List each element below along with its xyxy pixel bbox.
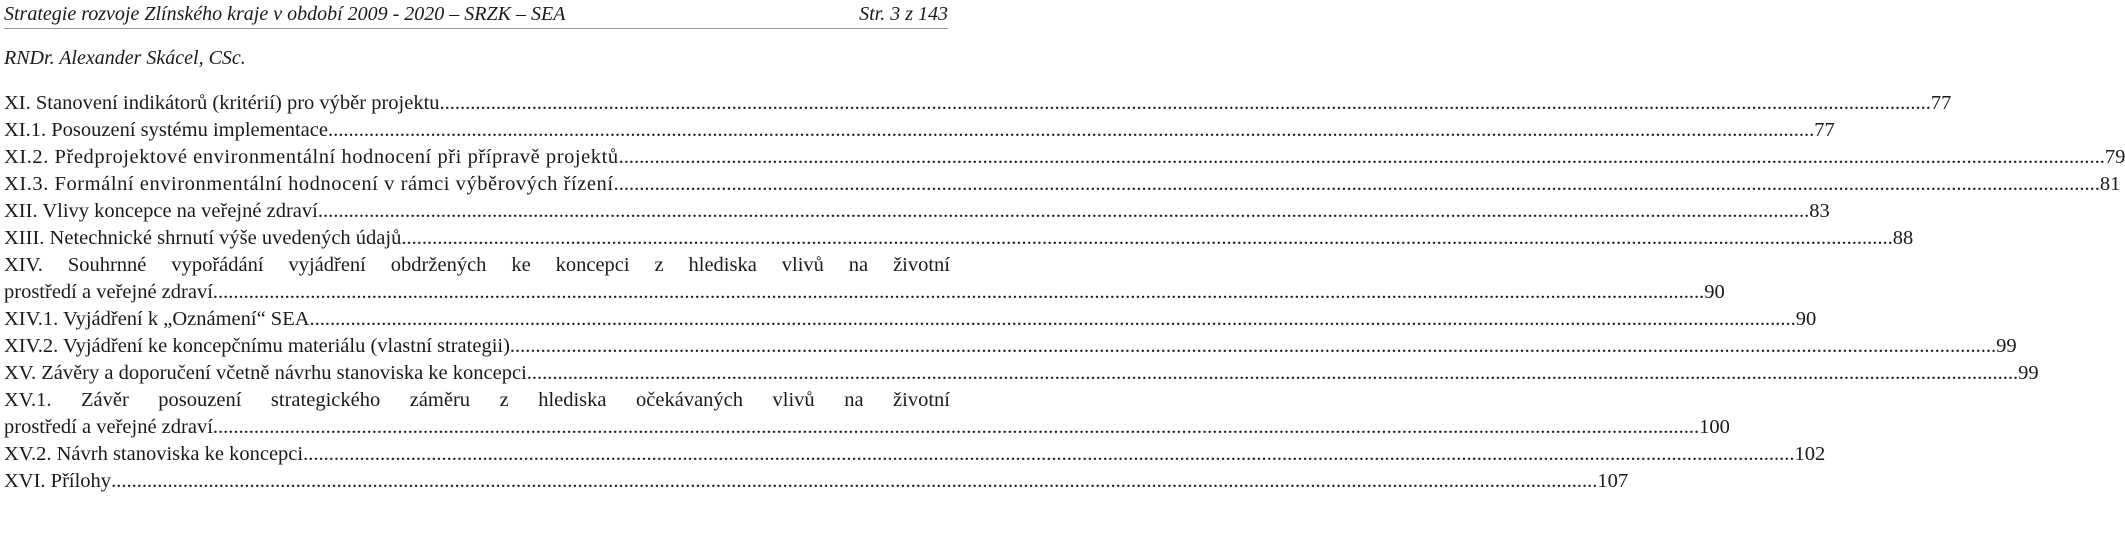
document-title: Strategie rozvoje Zlínského kraje v období 2009 - 2020 – SRZK – SEA bbox=[4, 3, 566, 25]
toc-page-number: 77 bbox=[1930, 92, 1952, 114]
dot-leader bbox=[532, 360, 2018, 387]
toc-entry-title: XVI. Přílohy bbox=[4, 470, 112, 492]
toc-entry-title-line[interactable]: XV.1. Závěr posouzení strategického záměru z hlediska očekávaných vlivů na životní bbox=[4, 389, 950, 411]
toc-entry-title: XV.2. Návrh stanoviska ke koncepci. bbox=[4, 443, 309, 465]
dot-leader bbox=[308, 441, 1794, 468]
dot-leader bbox=[614, 171, 2100, 198]
toc-page-number: 88 bbox=[1892, 227, 1914, 249]
toc-page-number: 102 bbox=[1794, 443, 1826, 465]
toc-page-number: 77 bbox=[1814, 119, 1835, 141]
running-header bbox=[4, 2, 948, 26]
toc-entry-title: XI.3. Formální environmentální hodnocení v rámci výběrových řízení bbox=[4, 173, 614, 195]
toc-entry-title: XV. Závěry a doporučení včetně návrhu stanoviska ke koncepci. bbox=[4, 362, 532, 384]
page-label: Str. 3 z 143 bbox=[859, 3, 948, 25]
toc-page-number: 99 bbox=[2018, 362, 2039, 384]
toc-entry[interactable] bbox=[4, 360, 2039, 387]
toc-entry-title: XI.2. Předprojektové environmentální hodnocení při přípravě projektů bbox=[4, 146, 619, 168]
toc-entry-title: prostředí a veřejné zdraví bbox=[4, 416, 213, 438]
toc-entry[interactable] bbox=[4, 468, 1629, 495]
toc-entry-title: prostředí a veřejné zdraví. bbox=[4, 281, 219, 303]
dot-leader bbox=[328, 117, 1814, 144]
dot-leader bbox=[510, 333, 1996, 360]
toc-page-number: 107 bbox=[1597, 470, 1629, 492]
dot-leader bbox=[218, 279, 1704, 306]
toc-entry[interactable] bbox=[4, 306, 1817, 333]
toc-entry[interactable] bbox=[4, 198, 1830, 225]
toc-entry-title: XIII. Netechnické shrnutí výše uvedených údajů. bbox=[4, 227, 407, 249]
toc-page-number: 90 bbox=[1795, 308, 1817, 330]
author-name: RNDr. Alexander Skácel, CSc. bbox=[4, 47, 246, 69]
dot-leader bbox=[619, 144, 2105, 171]
toc-entry-title: XIV.1. Vyjádření k „Oznámení“ SEA bbox=[4, 308, 310, 330]
toc-page-number: 81 bbox=[2099, 173, 2121, 195]
toc-entry[interactable] bbox=[4, 117, 1835, 144]
toc-entry[interactable] bbox=[4, 279, 1725, 306]
dot-leader bbox=[323, 198, 1809, 225]
toc-page-number: 79 bbox=[2104, 146, 2125, 168]
toc-page-number: 90 bbox=[1704, 281, 1725, 303]
toc-entry[interactable] bbox=[4, 90, 1952, 117]
toc-page-number: 100 bbox=[1699, 416, 1730, 438]
toc-entry-title: XI.1. Posouzení systému implementace bbox=[4, 119, 328, 141]
header-divider bbox=[4, 28, 948, 29]
dot-leader bbox=[310, 306, 1796, 333]
toc-entry-title-line[interactable]: XIV. Souhrnné vypořádání vyjádření obdržených ke koncepci z hlediska vlivů na životní bbox=[4, 254, 950, 276]
toc-entry[interactable] bbox=[4, 333, 2017, 360]
dot-leader bbox=[213, 414, 1699, 441]
dot-leader bbox=[406, 225, 1892, 252]
toc-entry-title: XII. Vlivy koncepce na veřejné zdraví. bbox=[4, 200, 323, 222]
toc-entry-title: XIV.2. Vyjádření ke koncepčnímu materiálu (vlastní strategii) bbox=[4, 335, 510, 357]
toc-entry[interactable] bbox=[4, 144, 2125, 171]
toc-entry[interactable] bbox=[4, 171, 2121, 198]
toc-page-number: 83 bbox=[1809, 200, 1830, 222]
toc-entry[interactable] bbox=[4, 414, 1730, 441]
toc-entry-title: XI. Stanovení indikátorů (kritérií) pro výběr projektu. bbox=[4, 92, 445, 114]
toc-page-number: 99 bbox=[1996, 335, 2017, 357]
dot-leader bbox=[445, 90, 1931, 117]
table-of-contents bbox=[4, 90, 2125, 495]
toc-entry[interactable] bbox=[4, 225, 1914, 252]
dot-leader bbox=[111, 468, 1597, 495]
toc-entry[interactable] bbox=[4, 441, 1826, 468]
